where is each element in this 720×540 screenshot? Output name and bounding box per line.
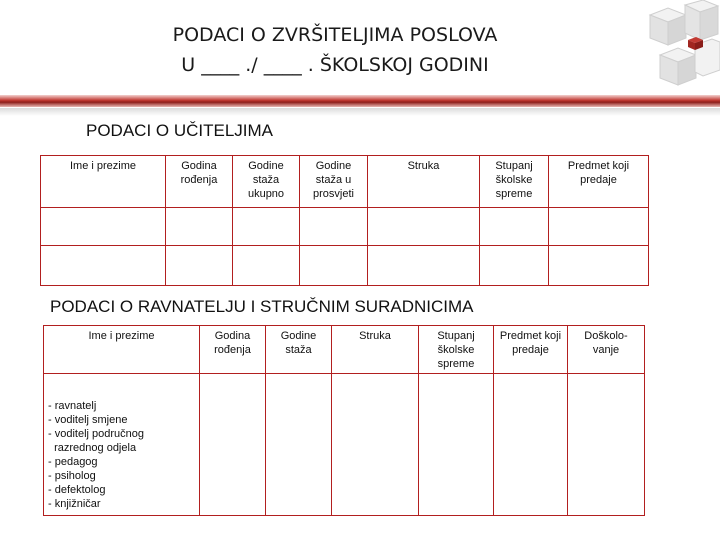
table-row bbox=[44, 374, 645, 516]
table-cell[interactable] bbox=[41, 246, 166, 286]
divider-shadow bbox=[0, 108, 720, 116]
table-cell[interactable] bbox=[266, 374, 332, 516]
table-cell[interactable] bbox=[300, 246, 368, 286]
table-cell[interactable] bbox=[549, 208, 649, 246]
title-line-2: U ____ ./ ____ . ŠKOLSKOJ GODINI bbox=[181, 54, 489, 76]
table-cell[interactable] bbox=[368, 246, 480, 286]
teachers-col-header: Predmet koji predaje bbox=[549, 156, 649, 208]
staff-table bbox=[43, 325, 645, 516]
table-cell[interactable] bbox=[568, 374, 645, 516]
table-row bbox=[41, 208, 649, 246]
table-cell[interactable] bbox=[549, 246, 649, 286]
role-item: - voditelj smjene bbox=[48, 414, 128, 426]
teachers-heading: PODACI O UČITELJIMA bbox=[86, 121, 274, 140]
role-item: - pedagog bbox=[48, 456, 98, 468]
table-cell[interactable] bbox=[368, 208, 480, 246]
teachers-header-row bbox=[41, 156, 649, 208]
teachers-col-header: Godina rođenja bbox=[166, 156, 233, 208]
table-cell[interactable] bbox=[480, 246, 549, 286]
table-cell[interactable] bbox=[41, 208, 166, 246]
teachers-col-header: Struka bbox=[368, 156, 480, 208]
teachers-table bbox=[40, 155, 649, 286]
table-row bbox=[41, 246, 649, 286]
staff-heading: PODACI O RAVNATELJU I STRUČNIM SURADNICIMA bbox=[50, 297, 474, 316]
role-item: - ravnatelj bbox=[48, 400, 97, 412]
title-line-1: PODACI O ZVRŠITELJIMA POSLOVA bbox=[172, 24, 498, 46]
table-cell[interactable] bbox=[200, 374, 266, 516]
table-cell[interactable] bbox=[494, 374, 568, 516]
red-divider-band bbox=[0, 95, 720, 107]
table-cell[interactable] bbox=[233, 208, 300, 246]
role-item: - defektolog bbox=[48, 484, 106, 496]
roles-list bbox=[44, 374, 200, 516]
staff-col-header: Ime i prezime bbox=[44, 326, 200, 374]
page-title bbox=[0, 20, 670, 80]
table-cell[interactable] bbox=[300, 208, 368, 246]
teachers-col-header: Godine staža u prosvjeti bbox=[300, 156, 368, 208]
staff-col-header: Predmet koji predaje bbox=[494, 326, 568, 374]
table-cell[interactable] bbox=[233, 246, 300, 286]
role-item: - voditelj područnog bbox=[48, 428, 145, 440]
table-cell[interactable] bbox=[480, 208, 549, 246]
staff-col-header: Godina rođenja bbox=[200, 326, 266, 374]
teachers-col-header: Ime i prezime bbox=[41, 156, 166, 208]
table-cell[interactable] bbox=[166, 246, 233, 286]
staff-col-header: Stupanj školske spreme bbox=[419, 326, 494, 374]
table-cell[interactable] bbox=[419, 374, 494, 516]
table-cell[interactable] bbox=[166, 208, 233, 246]
staff-header-row bbox=[44, 326, 645, 374]
role-item: - psiholog bbox=[48, 470, 96, 482]
role-item: razrednog odjela bbox=[48, 442, 137, 454]
teachers-col-header: Stupanj školske spreme bbox=[480, 156, 549, 208]
table-cell[interactable] bbox=[332, 374, 419, 516]
teachers-col-header: Godine staža ukupno bbox=[233, 156, 300, 208]
staff-col-header: Doškolo- vanje bbox=[568, 326, 645, 374]
role-item: - knjižničar bbox=[48, 498, 101, 510]
staff-col-header: Godine staža bbox=[266, 326, 332, 374]
staff-col-header: Struka bbox=[332, 326, 419, 374]
